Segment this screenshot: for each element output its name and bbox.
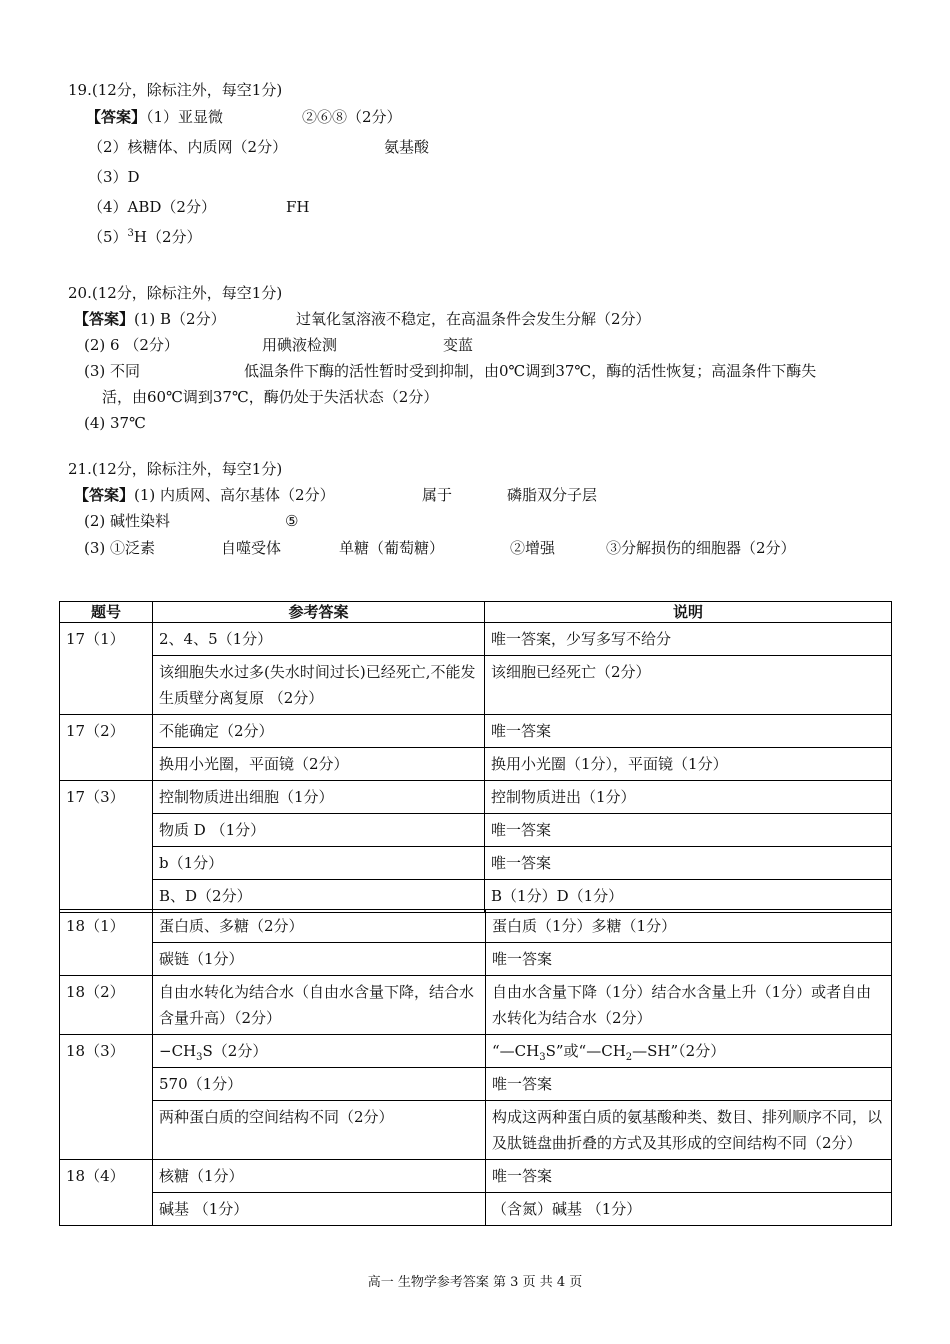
note-cell: 唯一答案: [485, 814, 892, 847]
answer-label: 【答案】: [74, 486, 135, 504]
answer-cell: 不能确定（2分）: [153, 715, 485, 748]
q21-ans-3b: 自噬受体: [221, 539, 282, 557]
answer-cell: 物质 D （1分）: [153, 814, 485, 847]
table-row: [60, 1035, 892, 1068]
answer-cell: 换用小光圈，平面镜（2分）: [153, 748, 485, 781]
note-cell: [486, 1035, 892, 1068]
note-cell: 唯一答案: [485, 847, 892, 880]
note-cell: （含氮）碱基 （1分）: [486, 1193, 892, 1226]
note-cell: 构成这两种蛋白质的氨基酸种类、数目、排列顺序不同，以及肽链盘曲折叠的方式及其形成的空间结构不同（2分）: [486, 1101, 892, 1160]
q21-ans-3d: ②增强: [510, 539, 556, 557]
q19-ans-2a: （2）核糖体、内质网（2分）: [88, 138, 288, 156]
table-row: [60, 1160, 892, 1193]
q20-ans-3a: (3) 不同: [84, 362, 141, 380]
q21-answer-line-1: [74, 485, 335, 505]
col-header-answer: 参考答案: [153, 602, 485, 623]
answer-cell: 该细胞失水过多(失水时间过长)已经死亡,不能发生质壁分离复原 （2分）: [153, 656, 485, 715]
q20-ans-1a: (1) B（2分）: [134, 310, 226, 328]
q20-ans-4: (4) 37℃: [84, 414, 146, 432]
q20-ans-2b: 用碘液检测: [262, 336, 338, 354]
note-cell: 唯一答案，少写多写不给分: [485, 623, 892, 656]
answer-cell: 自由水转化为结合水（自由水含量下降，结合水含量升高）（2分）: [153, 976, 486, 1035]
q19-ans-4b: FH: [286, 198, 310, 216]
table-row: [60, 781, 892, 814]
answer-cell: 2、4、5（1分）: [153, 623, 485, 656]
note-cell: 该细胞已经死亡（2分）: [485, 656, 892, 715]
q19-ans-2b: 氨基酸: [384, 138, 430, 156]
table-row: [60, 656, 892, 715]
table-row: [60, 880, 892, 913]
q20-answer-line-1: [74, 309, 226, 329]
q19-ans-5-pre: （5）: [88, 228, 128, 246]
question-cell: 17（1）: [60, 623, 153, 715]
q20-ans-2a: (2) 6 （2分）: [84, 336, 179, 354]
q20-ans-3c: 活，由60℃调到37℃，酶仍处于失活状态（2分）: [102, 388, 439, 406]
q21-header: 21.(12分，除标注外，每空1分): [68, 460, 283, 478]
answer-cell: 蛋白质、多糖（2分）: [153, 910, 486, 943]
formula-part: −CH: [159, 1042, 197, 1060]
answer-cell: 控制物质进出细胞（1分）: [153, 781, 485, 814]
q19-header: 19.(12分，除标注外，每空1分): [68, 81, 283, 99]
answer-cell: 碳链（1分）: [153, 943, 486, 976]
formula-subscript: 3: [196, 1052, 203, 1063]
answer-cell: [153, 1035, 486, 1068]
answer-cell: 570（1分）: [153, 1068, 486, 1101]
table-row: [60, 910, 892, 943]
question-cell: 18（1）: [60, 910, 153, 976]
q19-ans-5-post: H（2分）: [133, 228, 202, 246]
formula-subscript: 3: [539, 1052, 546, 1063]
q21-ans-3a: (3) ①泛素: [84, 539, 156, 557]
question-cell: 17（3）: [60, 781, 153, 913]
question-cell: 18（3）: [60, 1035, 153, 1160]
col-header-note: 说明: [485, 602, 892, 623]
table-row: [60, 623, 892, 656]
q20-ans-1b: 过氧化氢溶液不稳定，在高温条件会发生分解（2分）: [296, 310, 651, 328]
formula-subscript: 2: [625, 1052, 633, 1063]
table-row: [60, 976, 892, 1035]
question-cell: 18（2）: [60, 976, 153, 1035]
table-row: [60, 1193, 892, 1226]
answer-cell: B、D（2分）: [153, 880, 485, 913]
question-cell: 17（2）: [60, 715, 153, 781]
q21-ans-2a: (2) 碱性染料: [84, 512, 171, 530]
table-row: [60, 748, 892, 781]
note-cell: 唯一答案: [486, 943, 892, 976]
answer-cell: 核糖（1分）: [153, 1160, 486, 1193]
note-cell: 自由水含量下降（1分）结合水含量上升（1分）或者自由水转化为结合水（2分）: [486, 976, 892, 1035]
q21-ans-3e: ③分解损伤的细胞器（2分）: [606, 539, 796, 557]
table-row: [60, 715, 892, 748]
table-row: [60, 1101, 892, 1160]
formula-part: S（2分）: [202, 1042, 268, 1060]
q20-header: 20.(12分，除标注外，每空1分): [68, 284, 283, 302]
q19-ans-5: [88, 227, 202, 247]
page-footer: 高一 生物学参考答案 第 3 页 共 4 页: [367, 1275, 583, 1290]
answer-cell: 碱基 （1分）: [153, 1193, 486, 1226]
q19-ans-4a: （4）ABD（2分）: [88, 198, 216, 216]
answer-table-18: [59, 909, 892, 1226]
q21-ans-3c: 单糖（葡萄糖）: [339, 539, 445, 557]
q21-ans-1c: 磷脂双分子层: [507, 486, 598, 504]
note-cell: B（1分）D（1分）: [485, 880, 892, 913]
q19-answer-line-1: [86, 107, 223, 127]
q19-ans-5-sup: 3: [127, 228, 134, 239]
note-cell: 控制物质进出（1分）: [485, 781, 892, 814]
answer-table-17: [59, 601, 892, 913]
note-cell: 唯一答案: [486, 1160, 892, 1193]
note-cell: 换用小光圈（1分），平面镜（1分）: [485, 748, 892, 781]
table-row: [60, 1068, 892, 1101]
note-cell: 唯一答案: [485, 715, 892, 748]
answer-label: 【答案】: [74, 310, 135, 328]
q19-ans-1b: ②⑥⑧（2分）: [302, 108, 402, 126]
formula-part: S”或“—CH: [545, 1042, 626, 1060]
q21-ans-1b: 属于: [422, 486, 453, 504]
formula-part: “—CH: [492, 1042, 540, 1060]
question-cell: 18（4）: [60, 1160, 153, 1226]
q21-ans-2b: ⑤: [285, 512, 299, 530]
note-cell: 唯一答案: [486, 1068, 892, 1101]
table-row: [60, 847, 892, 880]
note-cell: 蛋白质（1分）多糖（1分）: [486, 910, 892, 943]
table-header-row: [60, 602, 892, 623]
q19-ans-3: （3）D: [88, 168, 140, 186]
q19-ans-1a: （1）亚显微: [146, 108, 224, 126]
q20-ans-2c: 变蓝: [443, 336, 474, 354]
q21-ans-1a: (1) 内质网、高尔基体（2分）: [134, 486, 335, 504]
answer-cell: b（1分）: [153, 847, 485, 880]
col-header-question: 题号: [60, 602, 153, 623]
answer-label: 【答案】: [86, 108, 147, 126]
answer-cell: 两种蛋白质的空间结构不同（2分）: [153, 1101, 486, 1160]
q20-ans-3b: 低温条件下酶的活性暂时受到抑制，由0℃调到37℃，酶的活性恢复；高温条件下酶失: [244, 362, 817, 380]
table-row: [60, 814, 892, 847]
table-row: [60, 943, 892, 976]
formula-part: —SH”（2分）: [632, 1042, 726, 1060]
